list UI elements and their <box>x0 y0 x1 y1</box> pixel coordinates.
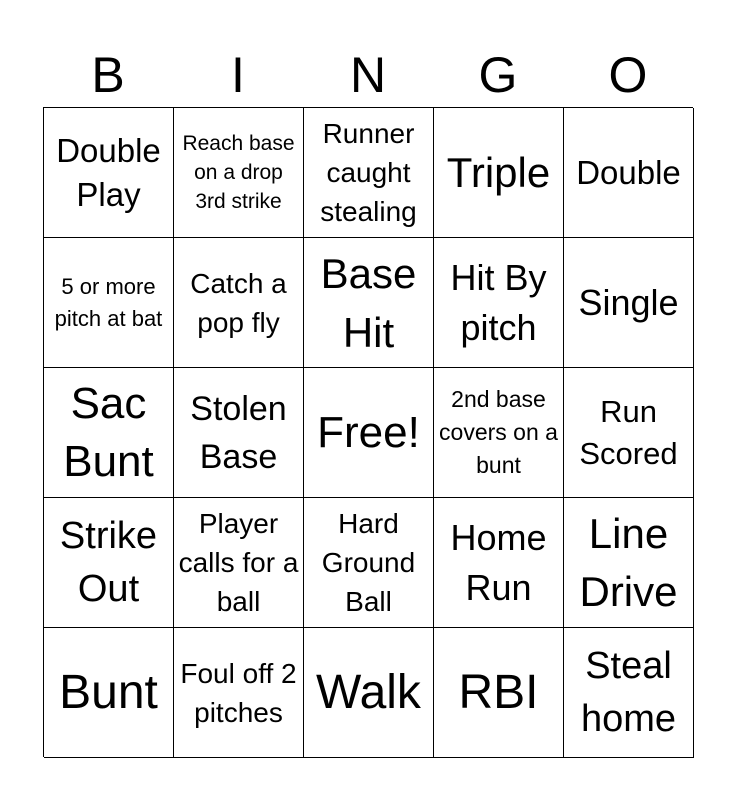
bingo-cell[interactable] <box>174 498 304 628</box>
bingo-cell[interactable] <box>564 238 694 368</box>
cell-text: Catch a pop fly <box>190 267 287 338</box>
bingo-cell[interactable] <box>44 498 174 628</box>
cell-text: Player calls for a ball <box>178 508 299 617</box>
bingo-cell[interactable] <box>44 238 174 368</box>
bingo-cell[interactable] <box>174 108 304 238</box>
cell-text: Steal home <box>580 644 677 740</box>
bingo-cell[interactable] <box>564 498 694 628</box>
header-letter-o: O <box>608 47 648 103</box>
cell-text: Runner caught stealing <box>320 118 417 227</box>
cell-text: Hard Ground Ball <box>321 508 416 617</box>
cell-text: Walk <box>316 665 421 719</box>
cell-text: Base Hit <box>320 249 417 356</box>
cell-text: Foul off 2 pitches <box>180 657 297 728</box>
bingo-cell free-space[interactable] <box>304 368 434 498</box>
cell-text: 5 or more pitch at bat <box>54 273 163 331</box>
bingo-cell[interactable] <box>44 628 174 758</box>
cell-text: Bunt <box>59 665 158 719</box>
bingo-cell[interactable] <box>304 238 434 368</box>
bingo-cell[interactable] <box>174 238 304 368</box>
cell-text: Run Scored <box>579 393 678 471</box>
bingo-cell[interactable] <box>434 628 564 758</box>
cell-text: Strike Out <box>59 514 158 610</box>
cell-text: Sac Bunt <box>63 378 154 486</box>
header-letter-b: B <box>91 47 125 103</box>
cell-text: Home Run <box>450 516 547 608</box>
bingo-cell[interactable] <box>304 108 434 238</box>
bingo-cell[interactable] <box>434 368 564 498</box>
header-letter-n: N <box>349 47 387 103</box>
bingo-cell[interactable] <box>44 368 174 498</box>
bingo-cell[interactable] <box>434 108 564 238</box>
cell-text: 2nd base covers on a bunt <box>439 386 558 478</box>
bingo-cell[interactable] <box>304 628 434 758</box>
cell-text: Free! <box>317 407 420 457</box>
bingo-cell[interactable] <box>44 108 174 238</box>
bingo-cell[interactable] <box>174 368 304 498</box>
cell-text: Double Play <box>56 131 161 213</box>
bingo-cell[interactable] <box>434 238 564 368</box>
bingo-header <box>43 44 693 106</box>
bingo-cell[interactable] <box>174 628 304 758</box>
cell-text: Stolen Base <box>190 389 287 476</box>
cell-text: Triple <box>446 148 551 196</box>
bingo-cell[interactable] <box>564 368 694 498</box>
cell-text: Double <box>576 153 681 191</box>
header-letter-i: I <box>231 47 245 103</box>
bingo-cell[interactable] <box>564 628 694 758</box>
cell-text: Line Drive <box>579 509 678 615</box>
header-letter-g: G <box>478 47 518 103</box>
cell-text: Reach base on a drop 3rd strike <box>182 132 295 213</box>
cell-text: Single <box>578 281 679 323</box>
bingo-cell[interactable] <box>434 498 564 628</box>
cell-text: RBI <box>458 665 539 719</box>
bingo-cell[interactable] <box>304 498 434 628</box>
cell-text: Hit By pitch <box>450 256 547 348</box>
bingo-grid <box>43 107 693 757</box>
bingo-cell[interactable] <box>564 108 694 238</box>
